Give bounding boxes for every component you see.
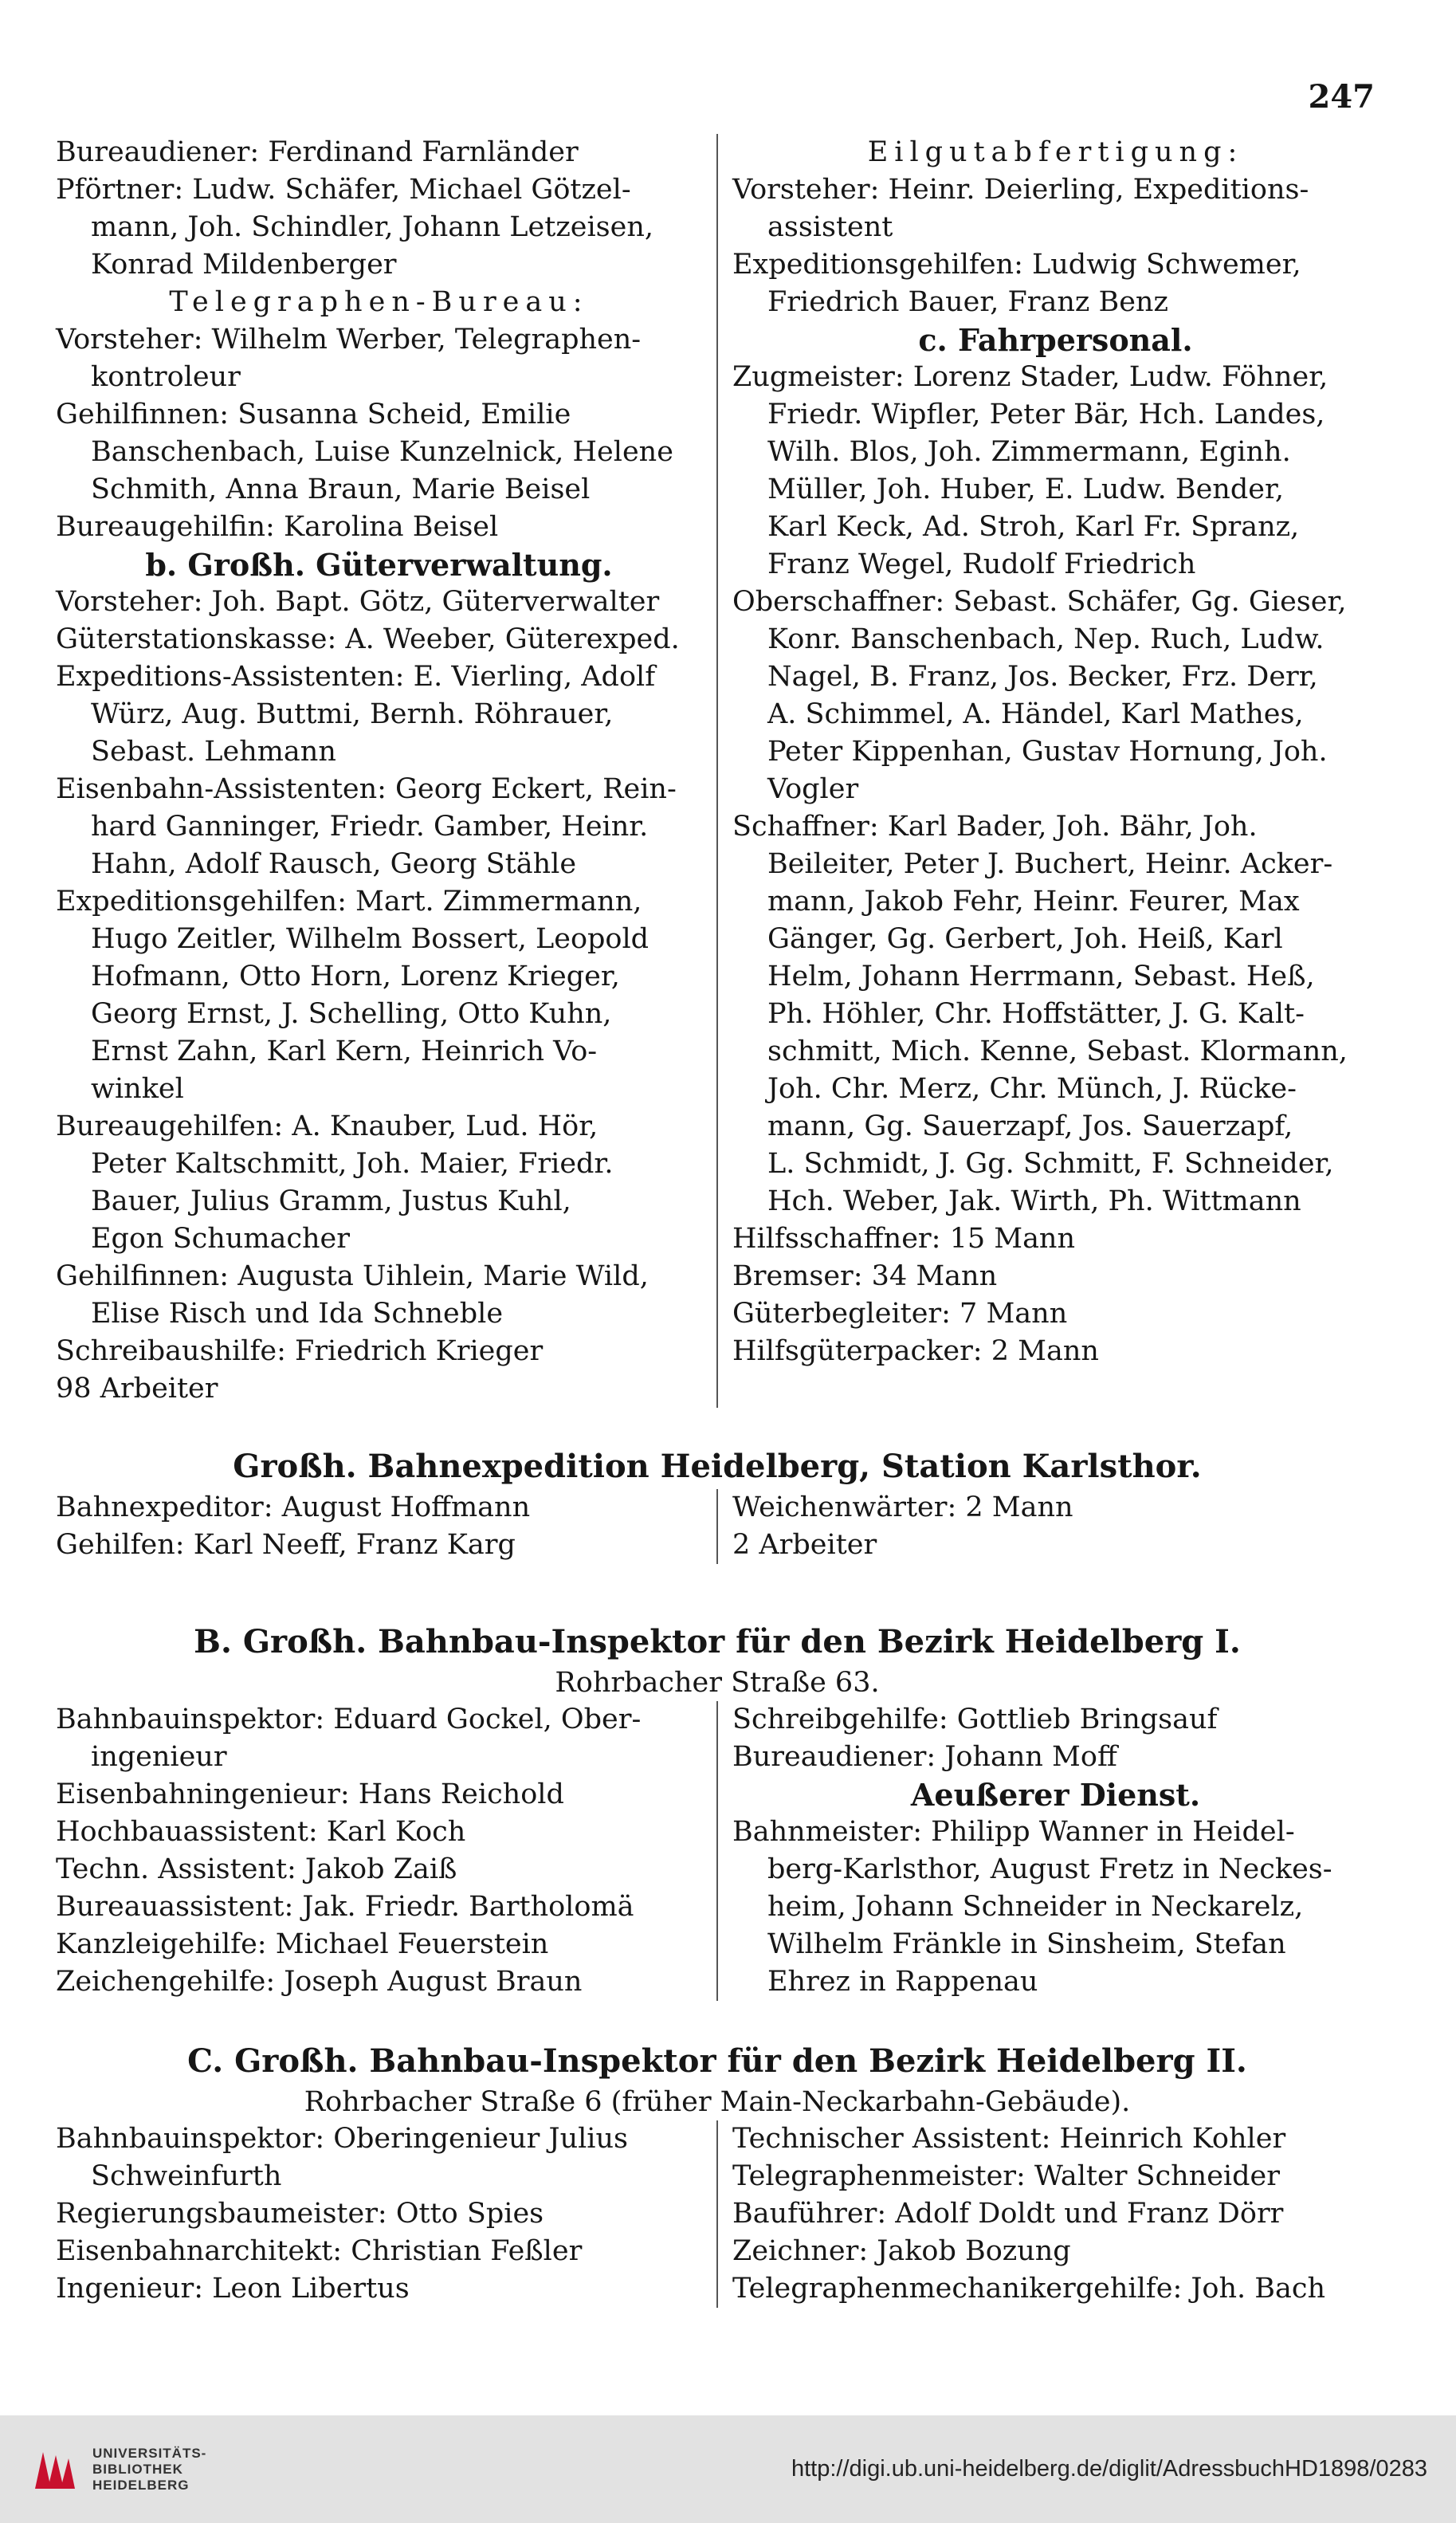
section-b bbox=[56, 1620, 1379, 2001]
entry-continuation: assistent bbox=[767, 211, 893, 243]
entry-line: Gehilfinnen: Augusta Uihlein, Marie Wild, bbox=[56, 1260, 649, 1292]
entry-continuation: L. Schmidt, J. Gg. Schmitt, F. Schneider, bbox=[767, 1148, 1334, 1180]
station-section bbox=[56, 1444, 1379, 1564]
entry-continuation: Peter Kaltschmitt, Joh. Maier, Friedr. bbox=[91, 1148, 614, 1180]
section-title: c. Fahrpersonal. bbox=[918, 322, 1193, 358]
entry-line: Technischer Assistent: Heinrich Kohler bbox=[732, 2123, 1286, 2155]
entry-continuation: Friedrich Bauer, Franz Benz bbox=[767, 286, 1168, 318]
entry-continuation: kontroleur bbox=[91, 361, 241, 393]
entry-continuation: Helm, Johann Herrmann, Sebast. Heß, bbox=[767, 961, 1315, 992]
entry-continuation: heim, Johann Schneider in Neckarelz, bbox=[767, 1891, 1304, 1923]
entry-line: Kanzleigehilfe: Michael Feuerstein bbox=[56, 1928, 549, 1960]
section-c-left-column bbox=[56, 2120, 716, 2308]
section-title: Eilgutabfertigung: bbox=[867, 136, 1244, 168]
entry-line: Zeichengehilfe: Joseph August Braun bbox=[56, 1966, 583, 1998]
entry-line: Schreibgehilfe: Gottlieb Bringsauf bbox=[732, 1704, 1218, 1735]
entry-continuation: berg-Karlsthor, August Fretz in Neckes- bbox=[767, 1853, 1332, 1885]
library-logo-icon bbox=[29, 2444, 80, 2495]
entry-line: Oberschaffner: Sebast. Schäfer, Gg. Gieser, bbox=[732, 586, 1347, 618]
entry-line: Bauführer: Adolf Doldt und Franz Dörr bbox=[732, 2198, 1284, 2230]
entry-line: 98 Arbeiter bbox=[56, 1373, 218, 1405]
section-c-heading: C. Großh. Bahnbau-Inspektor für den Bezirk Heidelberg II. bbox=[187, 2042, 1247, 2080]
station-right-column bbox=[716, 1489, 1379, 1564]
entry-line: Ingenieur: Leon Libertus bbox=[56, 2273, 410, 2305]
entry-continuation: ingenieur bbox=[91, 1741, 227, 1773]
entry-line: Expeditionsgehilfen: Mart. Zimmermann, bbox=[56, 886, 642, 918]
entry-line: Telegraphenmechanikergehilfe: Joh. Bach bbox=[732, 2273, 1326, 2305]
entry-line: Bureaudiener: Ferdinand Farnländer bbox=[56, 136, 579, 168]
entry-line: Hilfsschaffner: 15 Mann bbox=[732, 1223, 1076, 1255]
section-b-heading: B. Großh. Bahnbau-Inspektor für den Bezirk Heidelberg I. bbox=[194, 1623, 1241, 1660]
entry-line: Hochbauassistent: Karl Koch bbox=[56, 1816, 466, 1848]
entry-line: Bahnexpeditor: August Hoffmann bbox=[56, 1491, 531, 1523]
entry-continuation: Ehrez in Rappenau bbox=[767, 1966, 1038, 1998]
entry-continuation: Georg Ernst, J. Schelling, Otto Kuhn, bbox=[91, 998, 612, 1030]
entry-line: Regierungsbaumeister: Otto Spies bbox=[56, 2198, 544, 2230]
entry-continuation: A. Schimmel, A. Händel, Karl Mathes, bbox=[767, 698, 1304, 730]
entry-line: Eisenbahningenieur: Hans Reichold bbox=[56, 1778, 564, 1810]
entry-continuation: Vogler bbox=[767, 773, 859, 805]
entry-line: Bureaudiener: Johann Moff bbox=[732, 1741, 1117, 1773]
top-section bbox=[56, 134, 1379, 1408]
entry-line: Vorsteher: Wilhelm Werber, Telegraphen- bbox=[56, 324, 642, 356]
entry-continuation: Müller, Joh. Huber, E. Ludw. Bender, bbox=[767, 474, 1284, 505]
section-title: Telegraphen-Bureau: bbox=[169, 286, 589, 318]
entry-continuation: winkel bbox=[91, 1073, 184, 1105]
entry-continuation: Peter Kippenhan, Gustav Hornung, Joh. bbox=[767, 736, 1328, 768]
entry-continuation: Friedr. Wipfler, Peter Bär, Hch. Landes, bbox=[767, 399, 1325, 430]
entry-line: 2 Arbeiter bbox=[732, 1529, 877, 1561]
entry-line: Schaffner: Karl Bader, Joh. Bähr, Joh. bbox=[732, 811, 1258, 843]
entry-continuation: Würz, Aug. Buttmi, Bernh. Röhrauer, bbox=[91, 698, 614, 730]
entry-continuation: Karl Keck, Ad. Stroh, Karl Fr. Spranz, bbox=[767, 511, 1300, 543]
entry-line: Güterbegleiter: 7 Mann bbox=[732, 1298, 1068, 1330]
entry-continuation: Bauer, Julius Gramm, Justus Kuhl, bbox=[91, 1185, 571, 1217]
entry-continuation: Ernst Zahn, Karl Kern, Heinrich Vo- bbox=[91, 1036, 598, 1067]
entry-continuation: schmitt, Mich. Kenne, Sebast. Klormann, bbox=[767, 1036, 1348, 1067]
entry-line: Bahnbauinspektor: Oberingenieur Julius bbox=[56, 2123, 628, 2155]
entry-continuation: Schmith, Anna Braun, Marie Beisel bbox=[91, 474, 591, 505]
entry-line: Bureaugehilfin: Karolina Beisel bbox=[56, 511, 499, 543]
section-c-right-column bbox=[716, 2120, 1379, 2308]
entry-continuation: mann, Joh. Schindler, Johann Letzeisen, bbox=[91, 211, 654, 243]
entry-continuation: Schweinfurth bbox=[91, 2160, 282, 2192]
entry-line: Schreibaushilfe: Friedrich Krieger bbox=[56, 1335, 544, 1367]
entry-line: Gehilfinnen: Susanna Scheid, Emilie bbox=[56, 399, 571, 430]
entry-line: Eisenbahn-Assistenten: Georg Eckert, Rein- bbox=[56, 773, 677, 805]
entry-continuation: Ph. Höhler, Chr. Hoffstätter, J. G. Kalt- bbox=[767, 998, 1305, 1030]
entry-line: Bureauassistent: Jak. Friedr. Bartholomä bbox=[56, 1891, 634, 1923]
entry-continuation: Beileiter, Peter J. Buchert, Heinr. Acker- bbox=[767, 848, 1333, 880]
entry-line: Weichenwärter: 2 Mann bbox=[732, 1491, 1073, 1523]
library-name bbox=[92, 2446, 206, 2494]
section-b-left-column bbox=[56, 1701, 716, 2001]
entry-continuation: Wilhelm Fränkle in Sinsheim, Stefan bbox=[767, 1928, 1286, 1960]
section-c bbox=[56, 2039, 1379, 2308]
entry-continuation: Hofmann, Otto Horn, Lorenz Krieger, bbox=[91, 961, 620, 992]
section-b-address: Rohrbacher Straße 63. bbox=[555, 1667, 880, 1699]
entry-line: Expeditions-Assistenten: E. Vierling, Adolf bbox=[56, 661, 656, 693]
section-c-address: Rohrbacher Straße 6 (früher Main-Neckarbahn-Gebäude). bbox=[304, 2086, 1131, 2118]
entry-line: Zugmeister: Lorenz Stader, Ludw. Föhner, bbox=[732, 361, 1328, 393]
entry-continuation: Joh. Chr. Merz, Chr. Münch, J. Rücke- bbox=[767, 1073, 1297, 1105]
entry-continuation: Hahn, Adolf Rausch, Georg Stähle bbox=[91, 848, 577, 880]
entry-line: Eisenbahnarchitekt: Christian Feßler bbox=[56, 2235, 583, 2267]
entry-line: Techn. Assistent: Jakob Zaiß bbox=[56, 1853, 457, 1885]
library-name-line: UNIVERSITÄTS- bbox=[92, 2445, 207, 2461]
entry-line: Gehilfen: Karl Neeff, Franz Karg bbox=[56, 1529, 516, 1561]
entry-line: Vorsteher: Joh. Bapt. Götz, Güterverwalter bbox=[56, 586, 660, 618]
entry-line: Bureaugehilfen: A. Knauber, Lud. Hör, bbox=[56, 1110, 598, 1142]
entry-continuation: Konrad Mildenberger bbox=[91, 249, 397, 281]
entry-continuation: Banschenbach, Luise Kunzelnick, Helene bbox=[91, 436, 673, 468]
entry-continuation: mann, Jakob Fehr, Heinr. Feurer, Max bbox=[767, 886, 1300, 918]
entry-continuation: Wilh. Blos, Joh. Zimmermann, Eginh. bbox=[767, 436, 1291, 468]
entry-line: Güterstationskasse: A. Weeber, Güterexped. bbox=[56, 623, 680, 655]
section-b-right-column bbox=[716, 1701, 1379, 2001]
library-logo[interactable] bbox=[29, 2444, 206, 2495]
station-left-column bbox=[56, 1489, 716, 1564]
entry-continuation: Konr. Banschenbach, Nep. Ruch, Ludw. bbox=[767, 623, 1325, 655]
entry-line: Expeditionsgehilfen: Ludwig Schwemer, bbox=[732, 249, 1301, 281]
entry-continuation: mann, Gg. Sauerzapf, Jos. Sauerzapf, bbox=[767, 1110, 1293, 1142]
entry-line: Bahnbauinspektor: Eduard Gockel, Ober- bbox=[56, 1704, 642, 1735]
source-url-link[interactable]: http://digi.ub.uni-heidelberg.de/diglit/AdressbuchHD1898/0283 bbox=[791, 2456, 1427, 2482]
entry-continuation: hard Ganninger, Friedr. Gamber, Heinr. bbox=[91, 811, 649, 843]
entry-continuation: Nagel, B. Franz, Jos. Becker, Frz. Derr, bbox=[767, 661, 1318, 693]
library-name-line: HEIDELBERG bbox=[92, 2477, 190, 2493]
entry-line: Bremser: 34 Mann bbox=[732, 1260, 998, 1292]
section-title: Aeußerer Dienst. bbox=[910, 1777, 1201, 1813]
entry-line: Zeichner: Jakob Bozung bbox=[732, 2235, 1071, 2267]
station-heading: Großh. Bahnexpedition Heidelberg, Station Karlsthor. bbox=[233, 1448, 1202, 1485]
section-title: b. Großh. Güterverwaltung. bbox=[145, 547, 613, 583]
entry-continuation: Franz Wegel, Rudolf Friedrich bbox=[767, 548, 1196, 580]
entry-line: Telegraphenmeister: Walter Schneider bbox=[732, 2160, 1280, 2192]
entry-continuation: Egon Schumacher bbox=[91, 1223, 350, 1255]
top-left-column bbox=[56, 134, 716, 1408]
entry-continuation: Hch. Weber, Jak. Wirth, Ph. Wittmann bbox=[767, 1185, 1301, 1217]
entry-line: Bahnmeister: Philipp Wanner in Heidel- bbox=[732, 1816, 1295, 1848]
entry-continuation: Elise Risch und Ida Schneble bbox=[91, 1298, 504, 1330]
footer-bar bbox=[0, 2415, 1456, 2523]
entry-continuation: Hugo Zeitler, Wilhelm Bossert, Leopold bbox=[91, 923, 650, 955]
entry-continuation: Gänger, Gg. Gerbert, Joh. Heiß, Karl bbox=[767, 923, 1283, 955]
entry-line: Pförtner: Ludw. Schäfer, Michael Götzel- bbox=[56, 174, 631, 206]
page-number: 247 bbox=[1308, 78, 1375, 116]
entry-line: Vorsteher: Heinr. Deierling, Expeditions- bbox=[732, 174, 1309, 206]
entry-line: Hilfsgüterpacker: 2 Mann bbox=[732, 1335, 1099, 1367]
top-right-column bbox=[716, 134, 1379, 1408]
library-name-line: BIBLIOTHEK bbox=[92, 2461, 183, 2477]
entry-continuation: Sebast. Lehmann bbox=[91, 736, 336, 768]
